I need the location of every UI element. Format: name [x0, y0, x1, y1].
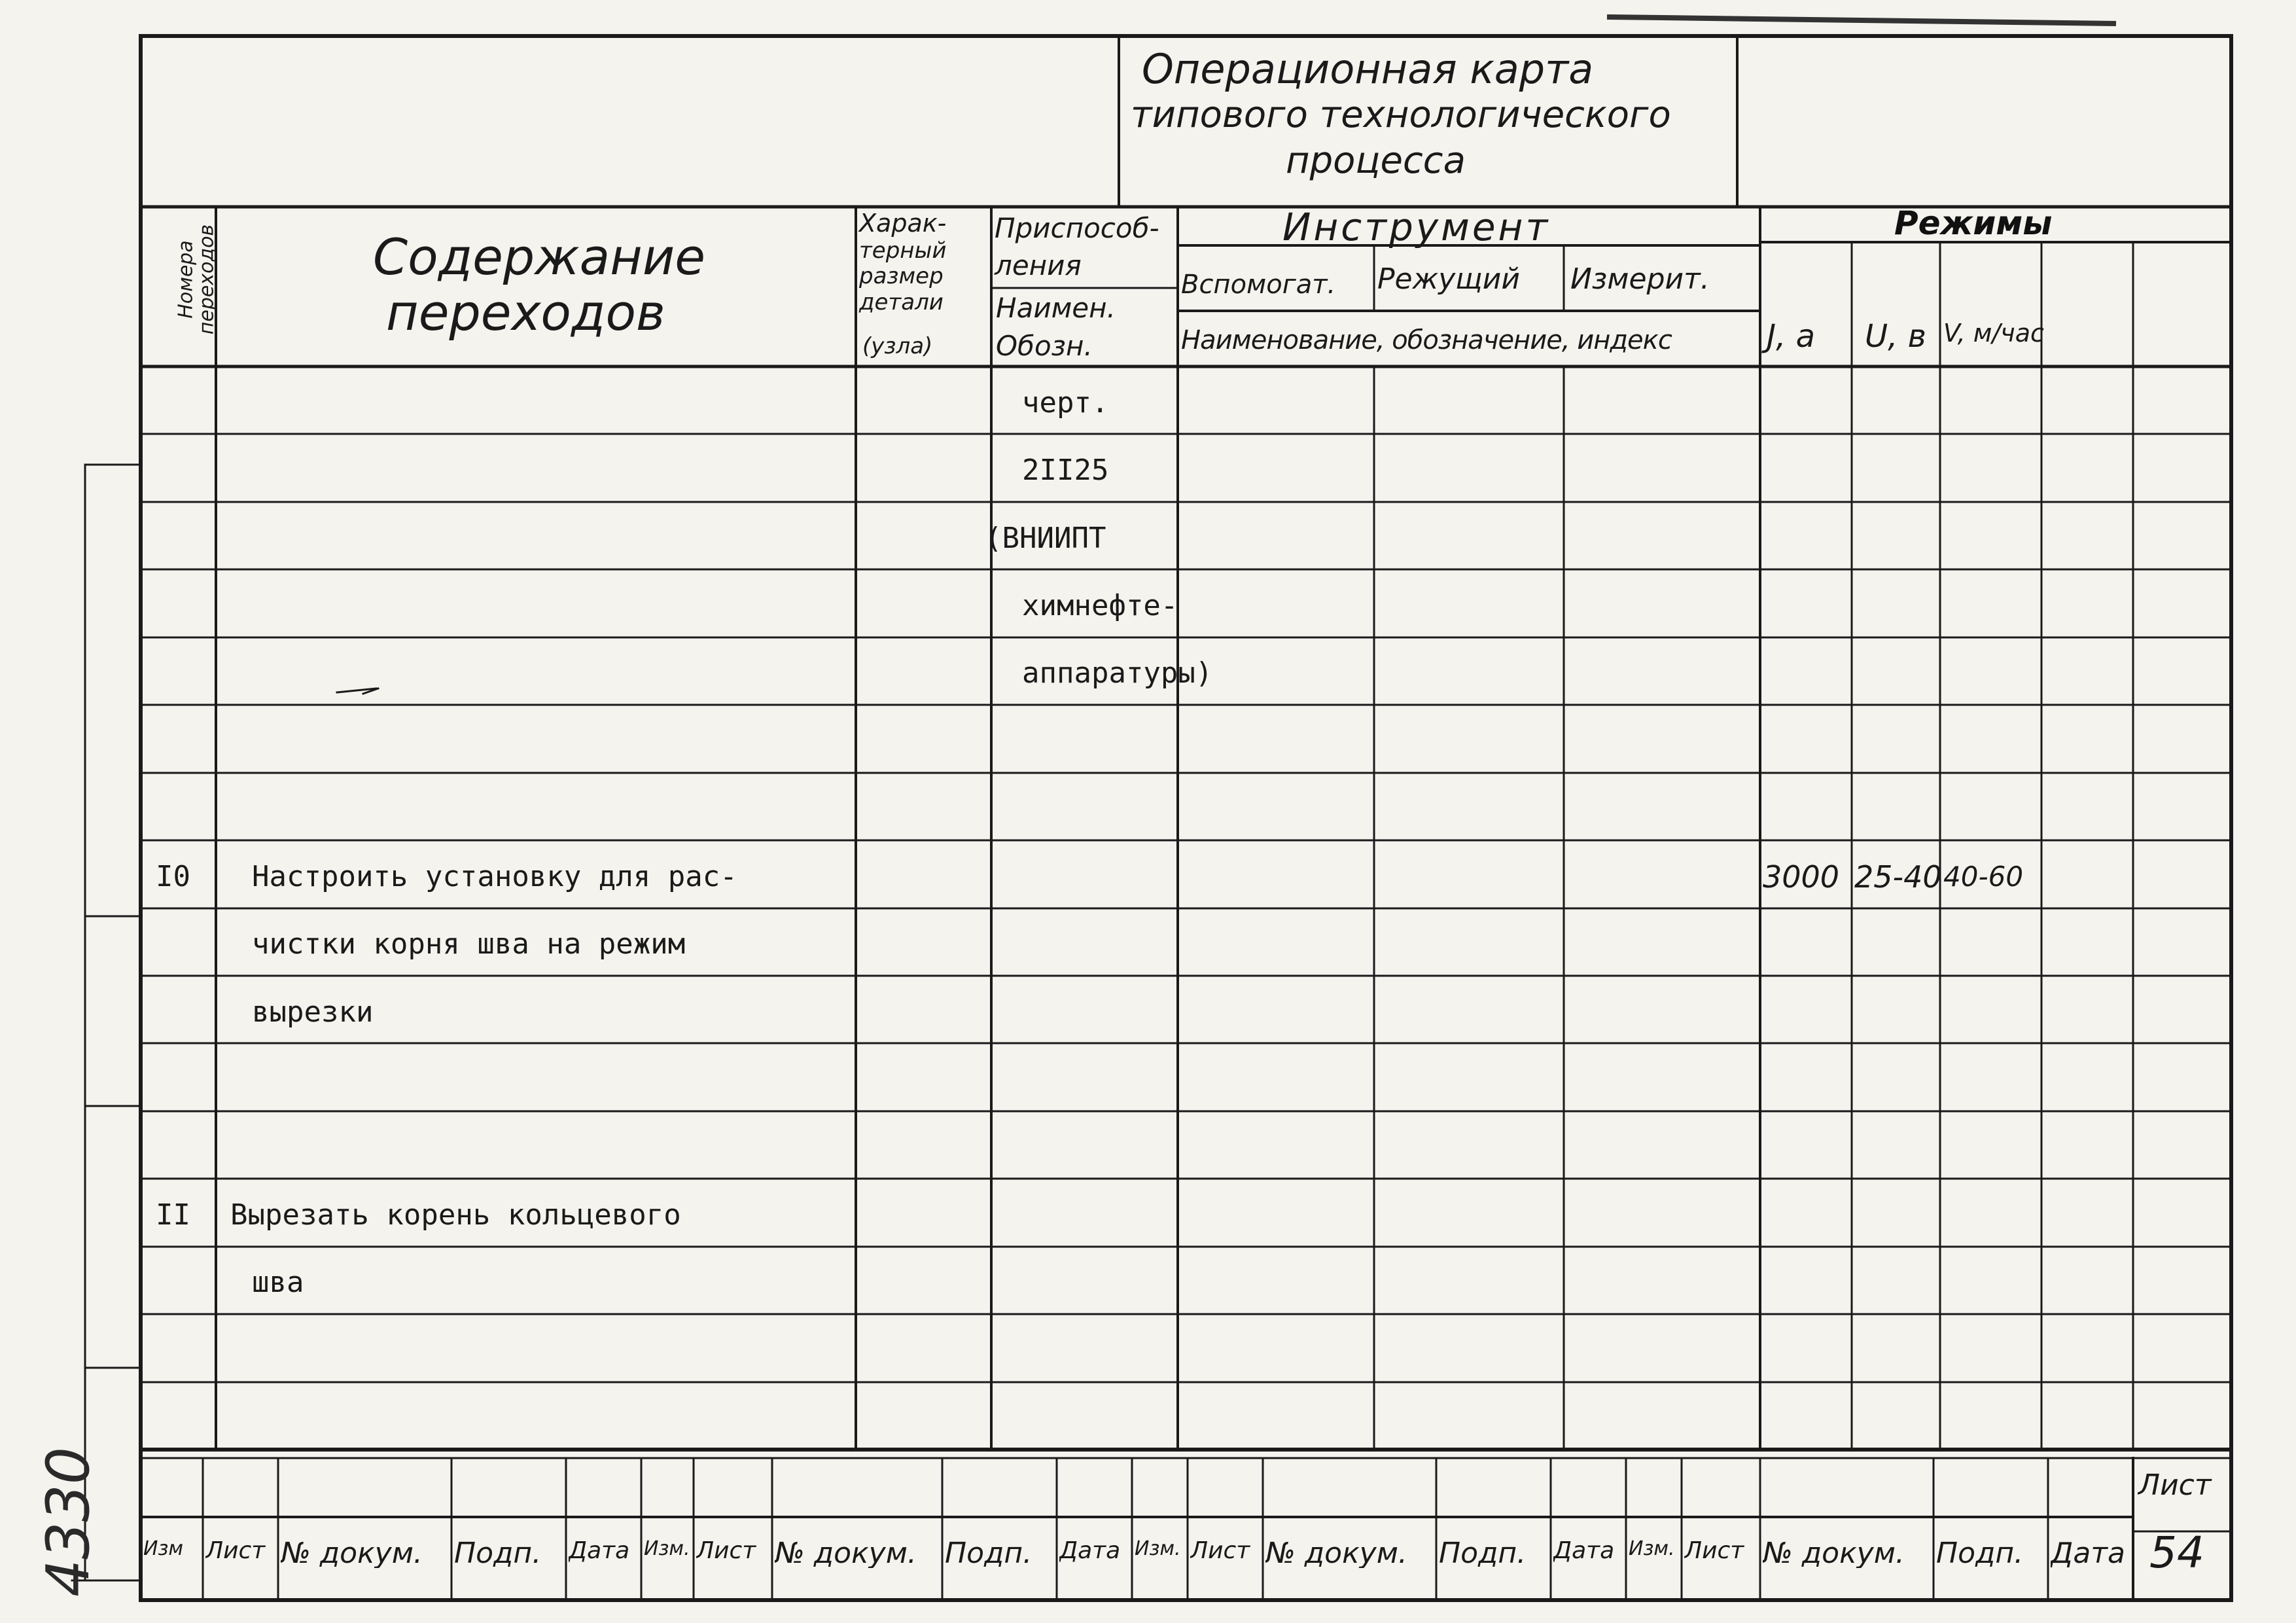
col-header-char-size-4: детали: [859, 289, 944, 315]
footer-label: Лист: [1684, 1539, 1744, 1563]
row-content: шва: [252, 1266, 304, 1299]
col-header-tool-measuring: Измерит.: [1570, 262, 1710, 296]
row-content: Вырезать корень кольцевого: [230, 1198, 681, 1232]
col-header-tool-title: Инструмент: [1282, 205, 1551, 249]
row-transition-number: II: [156, 1198, 190, 1232]
footer-label: Изм.: [644, 1539, 690, 1559]
col-header-char-size-2: терный: [859, 238, 947, 264]
footer-label: Подп.: [1439, 1539, 1527, 1568]
col-header-char-size-3: размер: [859, 263, 944, 289]
col-header-fixture-top-1: Приспособ-: [995, 212, 1159, 244]
row-transition-number: I0: [156, 860, 190, 893]
row-fixture: химнефте-: [1022, 589, 1178, 622]
col-header-content-2: переходов: [386, 283, 665, 342]
row-fixture: 2II25: [1022, 454, 1109, 487]
footer-label: Дата: [1553, 1539, 1615, 1563]
row-fixture: (ВНИИПТ: [985, 522, 1106, 555]
col-header-fixture-bottom-1: Наимен.: [996, 292, 1116, 324]
footer-label: № докум.: [1763, 1539, 1905, 1568]
footer-label: Изм.: [1629, 1539, 1675, 1559]
footer-label: Дата: [2051, 1539, 2125, 1568]
footer-label: № докум.: [281, 1539, 423, 1568]
footer-label: Изм: [143, 1539, 184, 1559]
margin-archive-number: 4330: [34, 1446, 103, 1597]
card-title-line-1: Операционная карта: [1142, 45, 1594, 93]
col-header-fixture-top-2: ления: [995, 249, 1082, 281]
row-content: чистки корня шва на режим: [252, 927, 686, 961]
footer-label: Подп.: [1936, 1539, 2024, 1568]
col-header-tool-name: Наименование, обозначение, индекс: [1181, 325, 1672, 355]
footer-label: № докум.: [1265, 1539, 1407, 1568]
row-mode-current: 3000: [1763, 859, 1840, 895]
col-header-tool-cutting: Режущий: [1377, 262, 1520, 296]
footer-label: Лист: [205, 1539, 266, 1563]
row-fixture: черт.: [1022, 386, 1109, 419]
row-mode-speed: 40-60: [1943, 861, 2024, 893]
sheet-number: 54: [2149, 1527, 2204, 1578]
footer-label: Дата: [1059, 1539, 1121, 1563]
footer-label: Подп.: [454, 1539, 542, 1568]
footer-label: Дата: [569, 1539, 630, 1563]
footer-label: № докум.: [775, 1539, 917, 1568]
row-fixture: аппаратуры): [1022, 656, 1213, 690]
footer-label: Изм.: [1135, 1539, 1181, 1559]
col-header-fixture-bottom-2: Обозн.: [996, 330, 1093, 362]
col-header-mode-voltage: U, в: [1865, 318, 1926, 355]
col-header-content-1: Содержание: [373, 228, 705, 286]
col-header-mode-speed: V, м/час: [1943, 319, 2044, 348]
row-content: вырезки: [252, 995, 374, 1029]
col-header-modes-title: Режимы: [1894, 204, 2053, 242]
sheet-label: Лист: [2138, 1469, 2212, 1502]
card-title-line-3: процесса: [1286, 139, 1466, 182]
col-header-char-size-1: Харак-: [859, 209, 947, 238]
row-content: Настроить установку для рас-: [252, 860, 737, 893]
col-header-tool-aux: Вспомогат.: [1181, 270, 1336, 300]
row-mode-voltage: 25-40: [1854, 859, 1942, 895]
col-header-char-size-5: (узла): [862, 333, 933, 359]
footer-label: Лист: [1190, 1539, 1250, 1563]
footer-label: Лист: [696, 1539, 756, 1563]
card-title-line-2: типового технологического: [1131, 94, 1671, 136]
footer-label: Подп.: [945, 1539, 1033, 1568]
col-header-transition-number: Номера переходов: [174, 224, 219, 335]
col-header-mode-current: J, a: [1767, 318, 1816, 355]
